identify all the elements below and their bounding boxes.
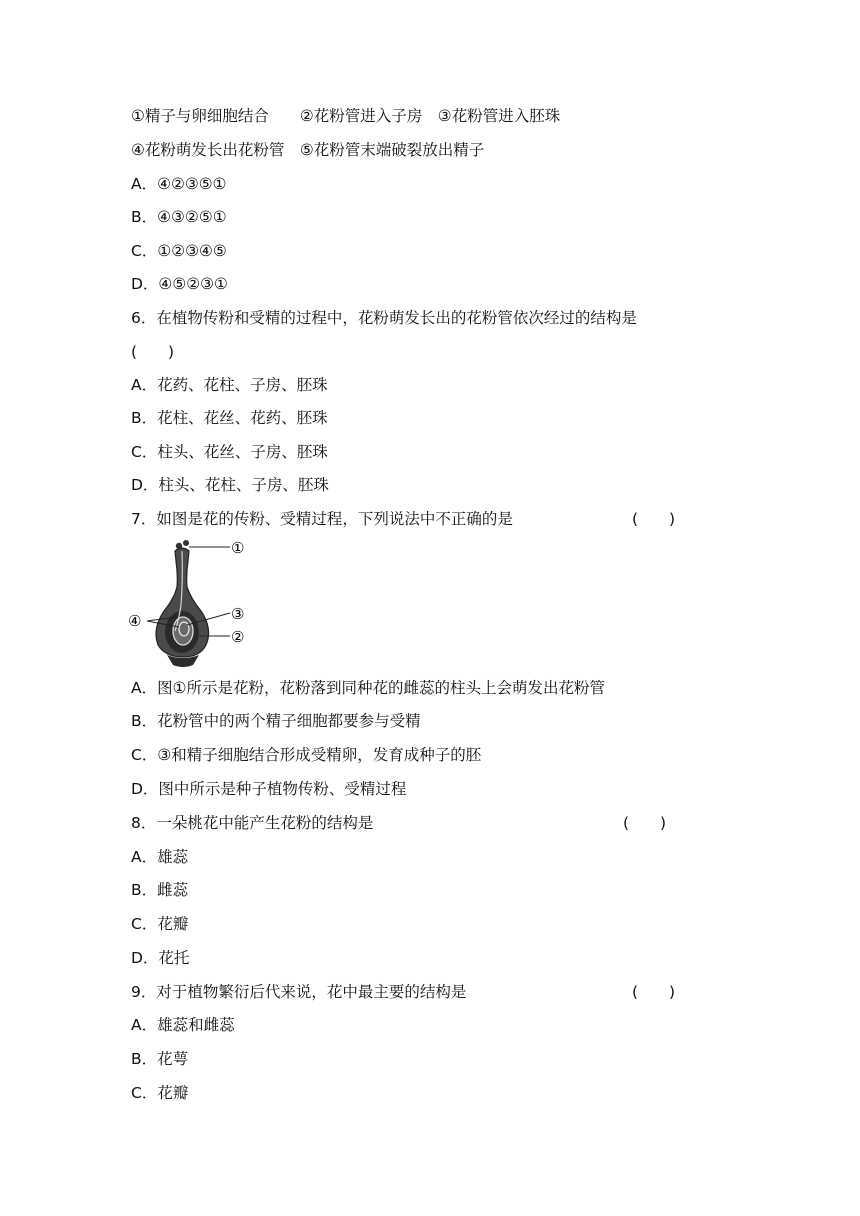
- label-3: ③: [231, 605, 245, 623]
- q9-option-c: C．花瓣: [131, 1084, 189, 1102]
- label-4: ④: [128, 612, 142, 630]
- q5-option-d: D．④⑤②③①: [131, 275, 228, 293]
- q5-steps-line1: ①精子与卵细胞结合 ②花粉管进入子房 ③花粉管进入胚珠: [131, 107, 561, 125]
- q6-answer-paren: ( ): [131, 343, 175, 361]
- q6-option-b: B．花柱、花丝、花药、胚珠: [131, 409, 328, 427]
- q6-stem: 6．在植物传粉和受精的过程中，花粉萌发长出的花粉管依次经过的结构是: [131, 309, 637, 327]
- q5-option-a: A．④②③⑤①: [131, 175, 227, 193]
- q9-answer-paren: ( ): [632, 983, 676, 1001]
- q6-option-d: D．柱头、花柱、子房、胚珠: [131, 476, 329, 494]
- q7-option-d: D．图中所示是种子植物传粉、受精过程: [131, 780, 407, 798]
- q8-stem: 8．一朵桃花中能产生花粉的结构是: [131, 814, 374, 832]
- q8-option-c: C．花瓣: [131, 915, 189, 933]
- pistil-pollination-figure: [127, 535, 257, 670]
- q9-stem: 9．对于植物繁衍后代来说，花中最主要的结构是: [131, 983, 467, 1001]
- q6-option-a: A．花药、花柱、子房、胚珠: [131, 376, 328, 394]
- q8-answer-paren: ( ): [623, 814, 667, 832]
- q8-option-a: A．雄蕊: [131, 848, 189, 866]
- q5-option-c: C．①②③④⑤: [131, 242, 227, 260]
- q7-answer-paren: ( ): [632, 510, 676, 528]
- q5-option-b: B．④③②⑤①: [131, 208, 227, 226]
- pollen-grain: [183, 540, 189, 546]
- ovule: [173, 617, 193, 645]
- q6-option-c: C．柱头、花丝、子房、胚珠: [131, 443, 328, 461]
- q5-steps-line2: ④花粉萌发长出花粉管 ⑤花粉管末端破裂放出精子: [131, 141, 485, 159]
- q7-option-c: C．③和精子细胞结合形成受精卵，发育成种子的胚: [131, 746, 482, 764]
- q8-option-b: B．雌蕊: [131, 881, 189, 899]
- q7-option-b: B．花粉管中的两个精子细胞都要参与受精: [131, 712, 421, 730]
- q7-option-a: A．图①所示是花粉，花粉落到同种花的雌蕊的柱头上会萌发出花粉管: [131, 679, 606, 697]
- q7-stem: 7．如图是花的传粉、受精过程，下列说法中不正确的是: [131, 510, 513, 528]
- label-1: ①: [231, 539, 245, 557]
- q9-option-a: A．雄蕊和雌蕊: [131, 1016, 235, 1034]
- q8-option-d: D．花托: [131, 949, 190, 967]
- q9-option-b: B．花萼: [131, 1050, 189, 1068]
- label-2: ②: [231, 628, 245, 646]
